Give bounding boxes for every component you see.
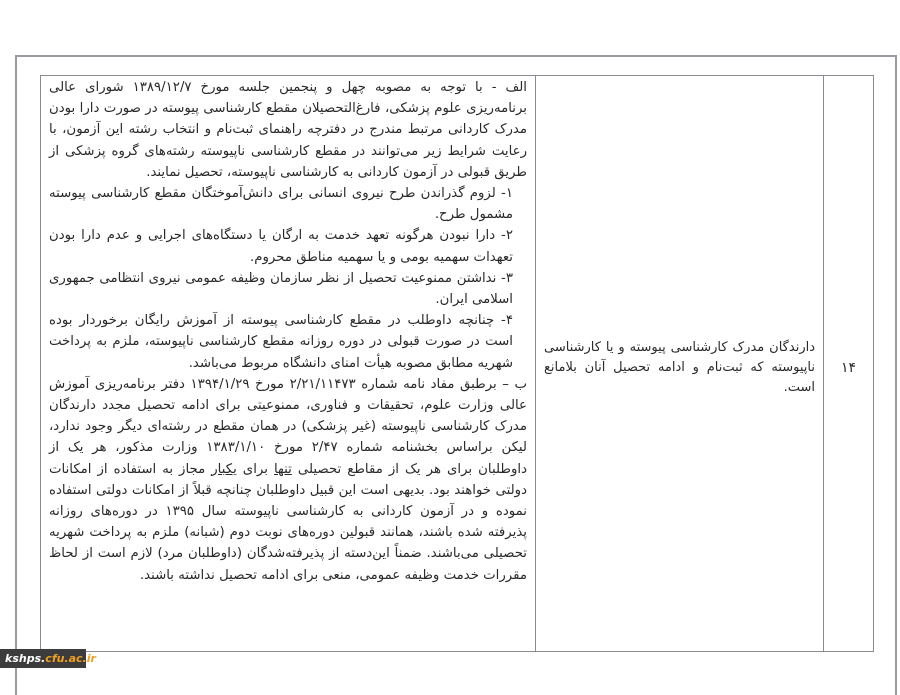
condition-3: ۳- نداشتن ممنوعیت تحصیل از نظر سازمان وظیفه عمومی نیروی انتظامی جمهوری اسلامی ایران. (49, 270, 513, 308)
paragraph-alef: الف - با توجه به مصوبه چهل و پنجمین جلسه مورخ ۱۳۸۹/۱۲/۷ شورای عالی برنامه‌ریزی علوم پزشکی، فارغ‌التحصیلان مقطع کارشناسی پیوسته در صورت دارا بودن مدرک کاردانی مرتبط مندرج در دفترچه راهنمای ثبت‌نام و انتخاب رشته این آزمون، با رعایت شرایط زیر می‌توانند در مقطع کارشناسی ناپیوسته رشته‌های گروه پزشکی از طریق قبولی در آزمون کاردانی به کارشناسی ناپیوسته، تحصیل نمایند. (49, 80, 527, 180)
condition-1: ۱- لزوم گذراندن طرح نیروی انسانی برای دانش‌آموختگان مقطع کارشناسی پیوسته مشمول طرح. (49, 186, 513, 223)
watermark-domain: cfu.ac.ir (45, 652, 96, 665)
row-number: ۱۴ (840, 359, 857, 376)
site-watermark (0, 649, 96, 668)
row-description-cell (41, 76, 535, 651)
row-number-cell (823, 76, 873, 651)
document-table (40, 75, 874, 652)
paragraph-be-text: ب – برطبق مفاد نامه شماره ۲/۲۱/۱۱۴۷۳ مورخ ۱۳۹۴/۱/۲۹ دفتر برنامه‌ریزی آموزش عالی وزارت علوم، تحقیقات و فناوری، ممنوعیتی برای ادامه تحصیل مجدد دارندگان مدرک کارشناسی ناپیوسته (غیر پزشکی) در همان مقطع در رشته‌ای دیگر وجود ندارد، لیکن براساس بخشنامه شماره ۲/۴۷ مورخ ۱۳۸۳/۱/۱۰ وزارت مذکور، هر یک از داوطلبان برای هر یک از مقاطع تحصیلی (49, 376, 527, 477)
paragraph-be-rest: مجاز به استفاده از امکانات دولتی خواهند بود. بدیهی است این قبیل داوطلبان چنانچه قبلاً از امکانات دولتی استفاده نموده و در آزمون کاردانی به کارشناسی ناپیوسته سال ۱۳۹۵ در دوره‌های روزانه پذیرفته شده باشند، همانند قبولین دوره‌های نوبت دوم (شبانه) ملزم به پرداخت شهریه تحصیلی می‌باشند. ضمناً این‌دسته از پذیرفته‌شدگان (داوطلبان مرد) لازم است از لحاظ مقررات خدمت وظیفه عمومی، منعی برای ادامه تحصیل نداشته باشند. (49, 461, 528, 583)
paragraph-be (49, 374, 527, 586)
row-title-cell (535, 76, 823, 651)
paragraph-be-mid: برای (236, 461, 274, 477)
condition-2: ۲- دارا نبودن هرگونه تعهد خدمت به ارگان یا دستگاه‌های اجرایی و عدم دارا بودن تعهدات سهمیه بومی و یا سهمیه مناطق محروم. (49, 228, 513, 265)
row-title: دارندگان مدرک کارشناسی پیوسته و یا کارشناسی ناپیوسته که ثبت‌نام و ادامه تحصیل آنان بلامانع است. (544, 339, 815, 395)
underlined-once: یکبار (211, 461, 237, 477)
condition-4: ۴- چنانچه داوطلب در مقطع کارشناسی پیوسته از آموزش رایگان برخوردار بوده است در صورت قبولی در دوره روزانه مقطع کارشناسی ناپیوسته، ملزم به پرداخت شهریه مطابق مصوبه هیأت امنای دانشگاه مربوط می‌باشد. (49, 313, 513, 371)
watermark-prefix: kshps. (5, 652, 46, 665)
underlined-only: تنها (273, 461, 292, 477)
